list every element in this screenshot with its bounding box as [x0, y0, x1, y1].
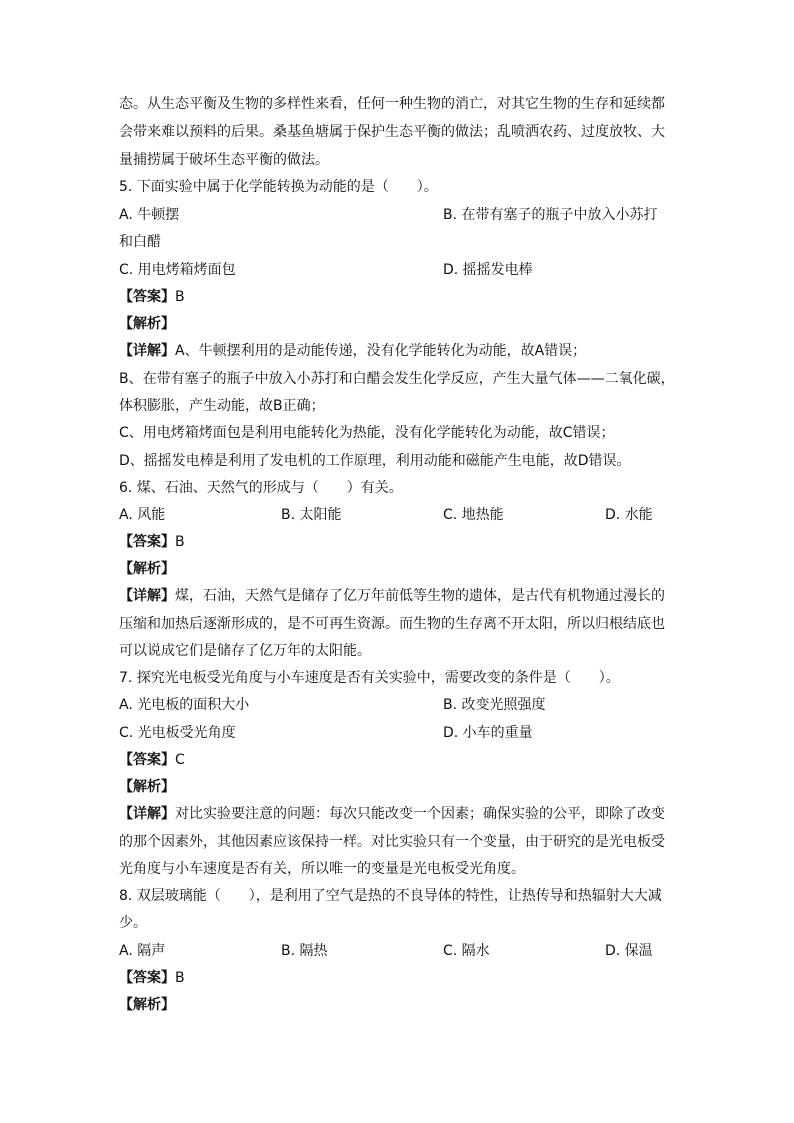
- answer-label: 【答案】: [119, 534, 175, 550]
- q6-option-d: D. 水能: [605, 507, 653, 523]
- q7-option-c: C. 光电板受光角度: [119, 725, 236, 741]
- q7-option-b: B. 改变光照强度: [443, 697, 546, 713]
- q8-stem-line: 少。: [119, 915, 147, 931]
- answer-value: B: [175, 289, 185, 305]
- q8-answer: [119, 968, 185, 988]
- q7-answer: [119, 750, 185, 770]
- q8-option-b: B. 隔热: [281, 943, 328, 959]
- q6-analysis-label: 【解析】: [119, 561, 175, 577]
- q7-detail-line: [119, 804, 665, 824]
- q5-detail-line: [119, 341, 586, 361]
- q6-detail-line: [119, 586, 665, 606]
- q8-option-a: A. 隔声: [119, 943, 166, 959]
- detail-label: 【详解】: [119, 343, 175, 359]
- q5-option-d: D. 摇摇发电棒: [443, 262, 533, 278]
- q6-option-a: A. 风能: [119, 507, 166, 523]
- prev-explanation-line: 态。从生态平衡及生物的多样性来看，任何一种生物的消亡，对其它生物的生存和延续都: [119, 96, 665, 112]
- q7-stem: 7. 探究光电板受光角度与小车速度是否有关实验中，需要改变的条件是（ ）。: [119, 670, 620, 686]
- q5-option-a: A. 牛顿摆: [119, 207, 180, 223]
- prev-explanation-line: 会带来难以预料的后果。桑基鱼塘属于保护生态平衡的做法；乱喷洒农药、过度放牧、大: [119, 124, 665, 140]
- detail-text: 对比实验要注意的问题：每次只能改变一个因素；确保实验的公平，即除了改变: [175, 806, 665, 822]
- q5-detail-line: B、在带有塞子的瓶子中放入小苏打和白醋会发生化学反应，产生大量气体——二氧化碳，: [119, 371, 675, 387]
- q6-detail-line: 压缩和加热后逐渐形成的，是不可再生资源。而生物的生存离不开太阳，所以归根结底也: [119, 616, 665, 632]
- q6-detail-line: 可以说成它们是储存了亿万年的太阳能。: [119, 643, 371, 659]
- q7-analysis-label: 【解析】: [119, 779, 175, 795]
- answer-value: B: [175, 534, 185, 550]
- q8-option-c: C. 隔水: [443, 943, 490, 959]
- q6-stem: 6. 煤、石油、天然气的形成与（ ）有关。: [119, 480, 403, 496]
- q5-analysis-label: 【解析】: [119, 316, 175, 332]
- q5-detail-line: C、用电烤箱烤面包是利用电能转化为热能，没有化学能转化为动能，故C错误；: [119, 425, 615, 441]
- q5-option-b: B. 在带有塞子的瓶子中放入小苏打: [443, 207, 658, 223]
- q8-option-d: D. 保温: [605, 943, 653, 959]
- q6-option-b: B. 太阳能: [281, 507, 342, 523]
- q8-analysis-label: 【解析】: [119, 997, 175, 1013]
- q5-option-c: C. 用电烤箱烤面包: [119, 262, 236, 278]
- q5-stem: 5. 下面实验中属于化学能转换为动能的是（ ）。: [119, 179, 438, 195]
- q5-detail-line: D、摇摇发电棒是利用了发电机的工作原理，利用动能和磁能产生电能，故D错误。: [119, 453, 631, 469]
- detail-label: 【详解】: [119, 806, 175, 822]
- q5-answer: [119, 287, 185, 307]
- q8-stem-line: 8. 双层玻璃能（ ），是利用了空气是热的不良导体的特性，让热传导和热辐射大大减: [119, 888, 662, 904]
- answer-value: B: [175, 970, 185, 986]
- answer-label: 【答案】: [119, 752, 175, 768]
- q5-option-b-continued: 和白醋: [119, 234, 161, 250]
- q6-option-c: C. 地热能: [443, 507, 504, 523]
- prev-explanation-line: 量捕捞属于破坏生态平衡的做法。: [119, 152, 329, 168]
- answer-label: 【答案】: [119, 289, 175, 305]
- q5-detail-line: 体积膨胀，产生动能，故B正确；: [119, 398, 325, 414]
- q7-option-d: D. 小车的重量: [443, 725, 533, 741]
- q7-detail-line: 光角度与小车速度是否有关，所以唯一的变量是光电板受光角度。: [119, 861, 525, 877]
- detail-text: A、牛顿摆利用的是动能传递，没有化学能转化为动能，故A错误；: [175, 343, 587, 359]
- q7-detail-line: 的那个因素外，其他因素应该保持一样。对比实验只有一个变量，由于研究的是光电板受: [119, 834, 665, 850]
- detail-label: 【详解】: [119, 588, 175, 604]
- q6-answer: [119, 532, 185, 552]
- answer-value: C: [175, 752, 185, 768]
- answer-label: 【答案】: [119, 970, 175, 986]
- q7-option-a: A. 光电板的面积大小: [119, 697, 250, 713]
- detail-text: 煤，石油，天然气是储存了亿万年前低等生物的遗体，是古代有机物通过漫长的: [175, 588, 665, 604]
